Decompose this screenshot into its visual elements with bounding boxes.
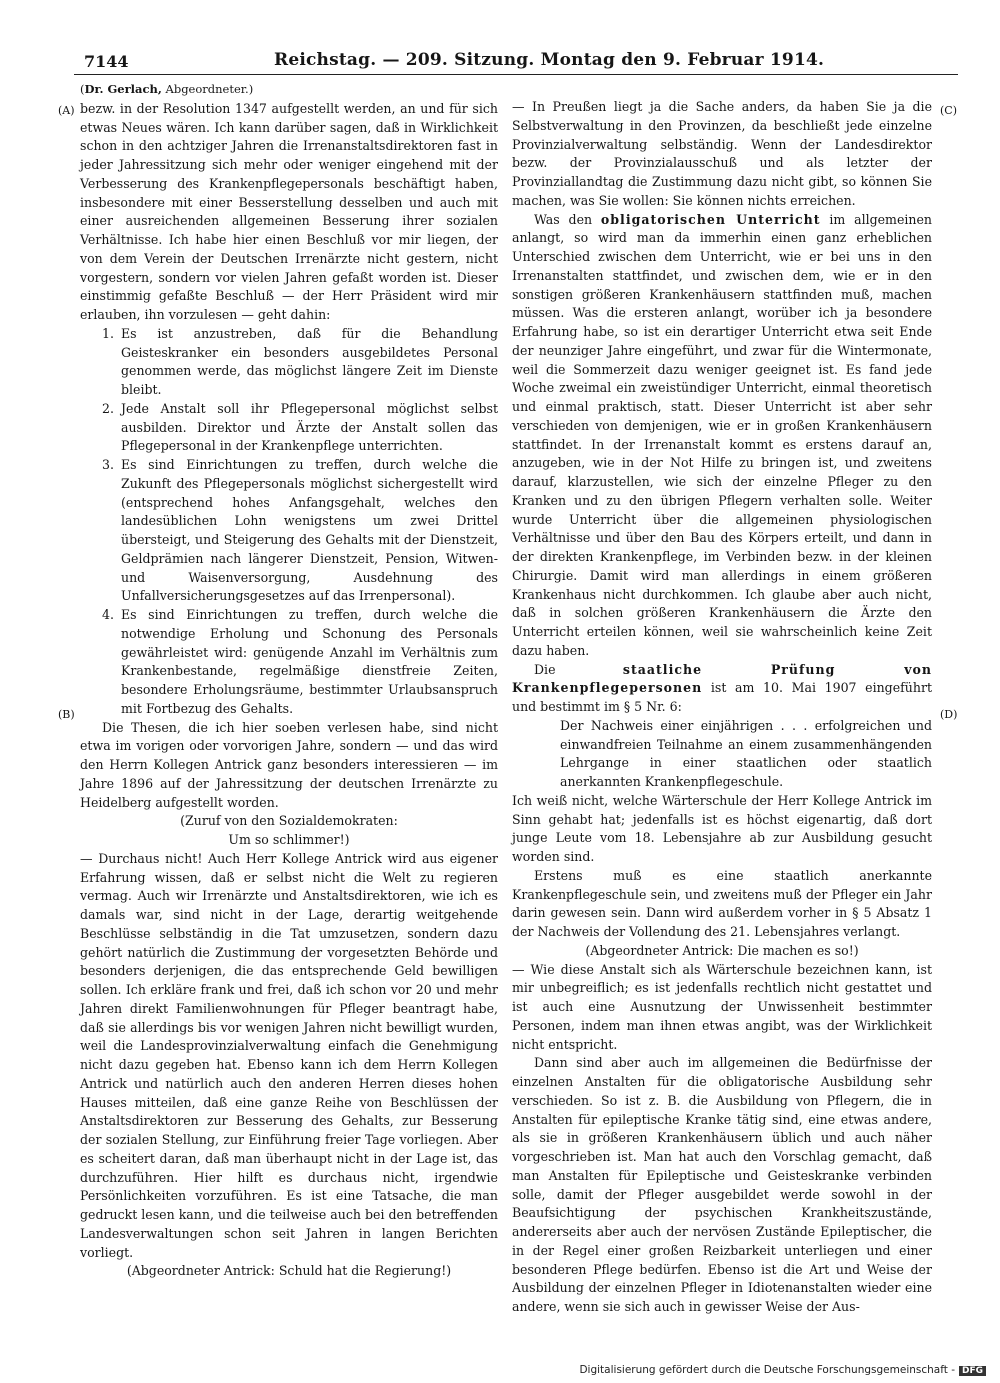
text-run: im allgemeinen anlangt, so wird man da immerhin einen ganz erheblichen Unterschied zwischen dem Unterricht, wie er bei uns in den Irrenanstalten stattfindet, und zwischen dem, wie er in den sonstigen größeren Krankenhäusern stattfinden muß, machen müssen. Was die ersteren anlangt, worüber ich ja besondere Erfahrung habe, so ist ein derartiger Unterricht etwa seit Ende der neunziger Jahre eingeführt, und zwar für die Wintermonate, weil die Sommerzeit dazu weniger geeignet ist. Es fand jede Woche zweimal ein zweistündiger Unterricht, einmal theoretisch und einmal praktisch, statt. Dieser Unterricht ist aber sehr verschieden von demjenigen, wie er in großen Krankenhäusern stattfindet. In der Irrenanstalt kommt es erstens darauf an, anzugeben, wie in der Not Hilfe zu bringen ist, und zweitens darauf, klarzustellen, wie sich der einzelne Pfleger zu den Kranken und zu den übrigen Pflegern verhalten solle. Weiter wurde Unterricht über die allgemeinen physiologischen Verhältnisse und über den Bau des Körpers erteilt, und dann in der direkten Krankenpflege, im Verbinden bezw. in der kleinen Chirurgie. Damit wird man allerdings in einem größeren Krankenhaus nicht durchkommen. Ich glaube aber auch nicht, daß in solchen größeren Krankenhäusern die Ärzte den Unterricht erteilen können, weil sie wahrscheinlich keine Zeit dazu haben.: [512, 211, 932, 658]
list-item: [80, 456, 498, 606]
margin-mark-a: (A): [58, 104, 75, 117]
dfg-logo: DFG: [959, 1366, 986, 1376]
list-item-text: Es sind Einrichtungen zu treffen, durch welche die notwendige Erholung und Schonung des Personals gewährleistet wird: genügende Anzahl im Verhältnis zum Krankenbestande, regelmäßige dienstfreie Zeiten, besondere Erholungsräume, bestimmter Urlaubsanspruch mit Fortbezug des Gehalts.: [121, 607, 498, 716]
interjection: (Zuruf von den Sozialdemokraten:: [180, 813, 398, 829]
paragraph: bezw. in der Resolution 1347 aufgestellt werden, an und für sich etwas Neues wären. Ich kann darüber sagen, daß in Wirklichkeit schon in den achtziger Jahren die Irrenanstaltsdirektoren fast in jeder Jahressitzung sich mehr oder weniger eingehend mit der Verbesserung des Krankenpflegepersonals beschäftigt haben, insbesondere mit einer Besserstellung desselben und auch mit einer ausreichenden allgemeinen Besserung ihrer sozialen Verhältnisse. Ich habe hier einen Beschluß vor mir liegen, der von dem Verein der Deutschen Irrenärzte nicht gestern, nicht vorgestern, sondern vor vielen Jahren gefaßt worden ist. Dieser einstimmig gefaßte Beschluß — der Herr Präsident wird mir erlauben, ihn vorzulesen — geht dahin:: [80, 100, 498, 322]
paragraph: [512, 661, 932, 717]
text-run: Was den: [534, 211, 601, 227]
list-item-text: Es sind Einrichtungen zu treffen, durch welche die Zukunft des Pflegepersonals möglichst sichergestellt wird (entsprechend hohes Anfangsgehalt, welches den landesüblichen Lohn wenigstens um zwei Drittel übersteigt, und Steigerung des Gehalts mit der Dienstzeit, Geldprämien nach längerer Dienstzeit, Pension, Witwen- und Waisenversorgung, Ausdehnung des Unfallversicherungsgesetzes auf das Irrenpersonal).: [121, 457, 498, 604]
list-item-text: Jede Anstalt soll ihr Pflegepersonal möglichst selbst ausbilden. Direktor und Ärzte der Anstalt sollen das Pflegepersonal in der Krankenpflege unterrichten.: [121, 400, 498, 454]
right-column: [512, 98, 932, 1317]
list-number: 1.: [102, 325, 114, 341]
paragraph: — In Preußen liegt ja die Sache anders, da haben Sie ja die Selbstverwaltung in den Provinzen, da beschließt jede einzelne Provinzialverwaltung selbständig. Wenn der Landesdirektor bezw. der Provinzialausschuß und als letzter der Provinziallandtag die Zustimmung dazu nicht gibt, so können Sie machen, was Sie wollen: Sie können nichts erreichen.: [512, 99, 932, 208]
list-item: [80, 400, 498, 456]
margin-mark-c: (C): [940, 104, 957, 117]
paragraph: Dann sind aber auch im allgemeinen die Bedürfnisse der einzelnen Anstalten für die obligatorische Ausbildung sehr verschieden. So ist z. B. die Ausbildung von Pflegern, die in Anstalten für epileptische Kranke tätig sind, eine etwas andere, als sie in größeren Krankenhäusern üblich und auch näher vorgeschrieben ist. Man hat auch den Vorschlag gemacht, daß man Anstalten für Epileptische und Geisteskranke verbinden solle, damit der Pfleger ausgebildet werde sowohl in der Beaufsichtigung der psychischen Krankheitszustände, andererseits aber auch der nervösen Zustände Epileptischer, die in der Regel einer großen Reizbarkeit unterliegen und einer besonderen Pflege bedürfen. Ebenso ist die Art und Weise der Ausbildung der einzelnen Pfleger in Idiotenanstalten wieder eine andere, wenn sie sich auch in gewisser Weise der Aus-: [512, 1055, 932, 1314]
paragraph: — Durchaus nicht! Auch Herr Kollege Antrick wird aus eigener Erfahrung wissen, daß er selbst nicht die Welt zu regieren vermag. Auch wir Irrenärzte und Anstaltsdirektoren, wie ich es damals war, sind nicht in der Lage, derartig weitgehende Beschlüsse selbständig in die Tat umzusetzen, sondern dazu gehört natürlich die Zustimmung der vorgesetzten Behörde und besonders derjenigen, die das entsprechende Geld bewilligen sollen. Ich erkläre frank und frei, daß ich schon vor 20 und mehr Jahren direkt Familienwohnungen für Pfleger beantragt habe, daß sie allerdings bis vor wenigen Jahren nicht bewilligt wurden, weil die Landesprovinzialverwaltung einfach die Genehmigung nicht dazu gegeben hat. Ebenso kann ich dem Herrn Kollegen Antrick und natürlich auch den anderen Herren dieses hohen Hauses mitteilen, daß eine ganze Reihe von Beschlüssen der Anstaltsdirektoren zur Besserung des Gehalts, zur Besserung der sozialen Stellung, zur Einführung freier Tage vorliegen. Aber es scheitert daran, daß man überhaupt nicht in der Lage ist, das durchzuführen. Hier hilft es durchaus nicht, irgendwie Persönlichkeiten vorzuführen. Es ist eine Tatsache, die man gedruckt lesen kann, und die teilweise auch bei den betreffenden Landesverwaltungen schon seit Jahren in langen Berichten vorliegt.: [80, 850, 498, 1260]
margin-mark-d: (D): [940, 708, 958, 721]
interjection: (Abgeordneter Antrick: Die machen es so!): [585, 942, 859, 958]
list-number: 2.: [102, 400, 114, 416]
running-title: Reichstag. — 209. Sitzung. Montag den 9. Februar 1914.: [274, 50, 825, 70]
speaker-role: Abgeordneter.: [165, 82, 249, 96]
digitization-credit: [579, 1364, 986, 1376]
text-run: ist am 10. Mai 1907 eingeführt und bestimmt im § 5 Nr. 6:: [512, 680, 932, 714]
paragraph: Die Thesen, die ich hier soeben verlesen habe, sind nicht etwa im vorigen oder vorvorigen Jahre, sondern — und das wird den Herrn Kollegen Antrick ganz besonders interessieren — im Jahre 1896 auf der Jahressitzung der deutschen Irrenärzte zu Heidelberg aufgestellt worden.: [80, 719, 498, 810]
paragraph: — Wie diese Anstalt sich als Wärterschule bezeichnen kann, ist mir unbegreiflich; es ist jedenfalls rechtlich nicht gestattet und ist auch eine Ausnutzung der Unwissenheit bestimmter Personen, indem man ihnen etwas angibt, was der Wirklichkeit nicht entspricht.: [512, 961, 932, 1052]
list-item: [80, 325, 498, 400]
speaker-name: Dr. Gerlach,: [84, 82, 162, 96]
paragraph: Erstens muß es eine staatlich anerkannte Krankenpflegeschule sein, und zweitens muß der Pfleger ein Jahr darin gewesen sein. Dann wird außerdem vorher in § 5 Absatz 1 der Nachweis der Vollendung des 21. Lebensjahres verlangt.: [512, 867, 932, 939]
quoted-regulation: Der Nachweis einer einjährigen . . . erfolgreichen und einwandfreien Teilnahme an einem zusammenhängenden Lehrgange in einer staatlichen oder staatlich anerkannten Krankenpflegeschule.: [560, 717, 932, 789]
page-number: 7144: [84, 52, 129, 71]
text-run: Die: [534, 661, 623, 677]
margin-mark-b: (B): [58, 708, 75, 721]
list-number: 4.: [102, 607, 114, 622]
list-item-text: Es ist anzustreben, daß für die Behandlung Geisteskranker ein besonders ausgebildetes Personal genommen werde, das möglichst längere Zeit im Dienste bleibt.: [121, 325, 498, 397]
speaker-line: (Dr. Gerlach, Abgeordneter.): [80, 82, 254, 96]
list-item: [80, 606, 498, 719]
page-header: [74, 46, 958, 75]
list-number: 3.: [102, 457, 114, 472]
emphasis-heading: obligatorischen Unterricht: [600, 211, 821, 227]
interjection: Um so schlimmer!): [228, 832, 350, 847]
paragraph: Ich weiß nicht, welche Wärterschule der Herr Kollege Antrick im Sinn gehabt hat; jedenfalls ist es höchst eigenartig, daß dort junge Leute vom 18. Lebensjahre ab zur Ausbildung gesucht worden sind.: [512, 792, 932, 864]
interjection: (Abgeordneter Antrick: Schuld hat die Regierung!): [126, 1263, 452, 1279]
emphasis-heading: staatliche Prüfung von Krankenpflegepersonen: [512, 661, 932, 696]
credit-text: Digitalisierung gefördert durch die Deutsche Forschungsgemeinschaft -: [579, 1364, 955, 1376]
left-column: [80, 80, 498, 1281]
paragraph: [512, 211, 932, 661]
numbered-list: [80, 325, 498, 719]
